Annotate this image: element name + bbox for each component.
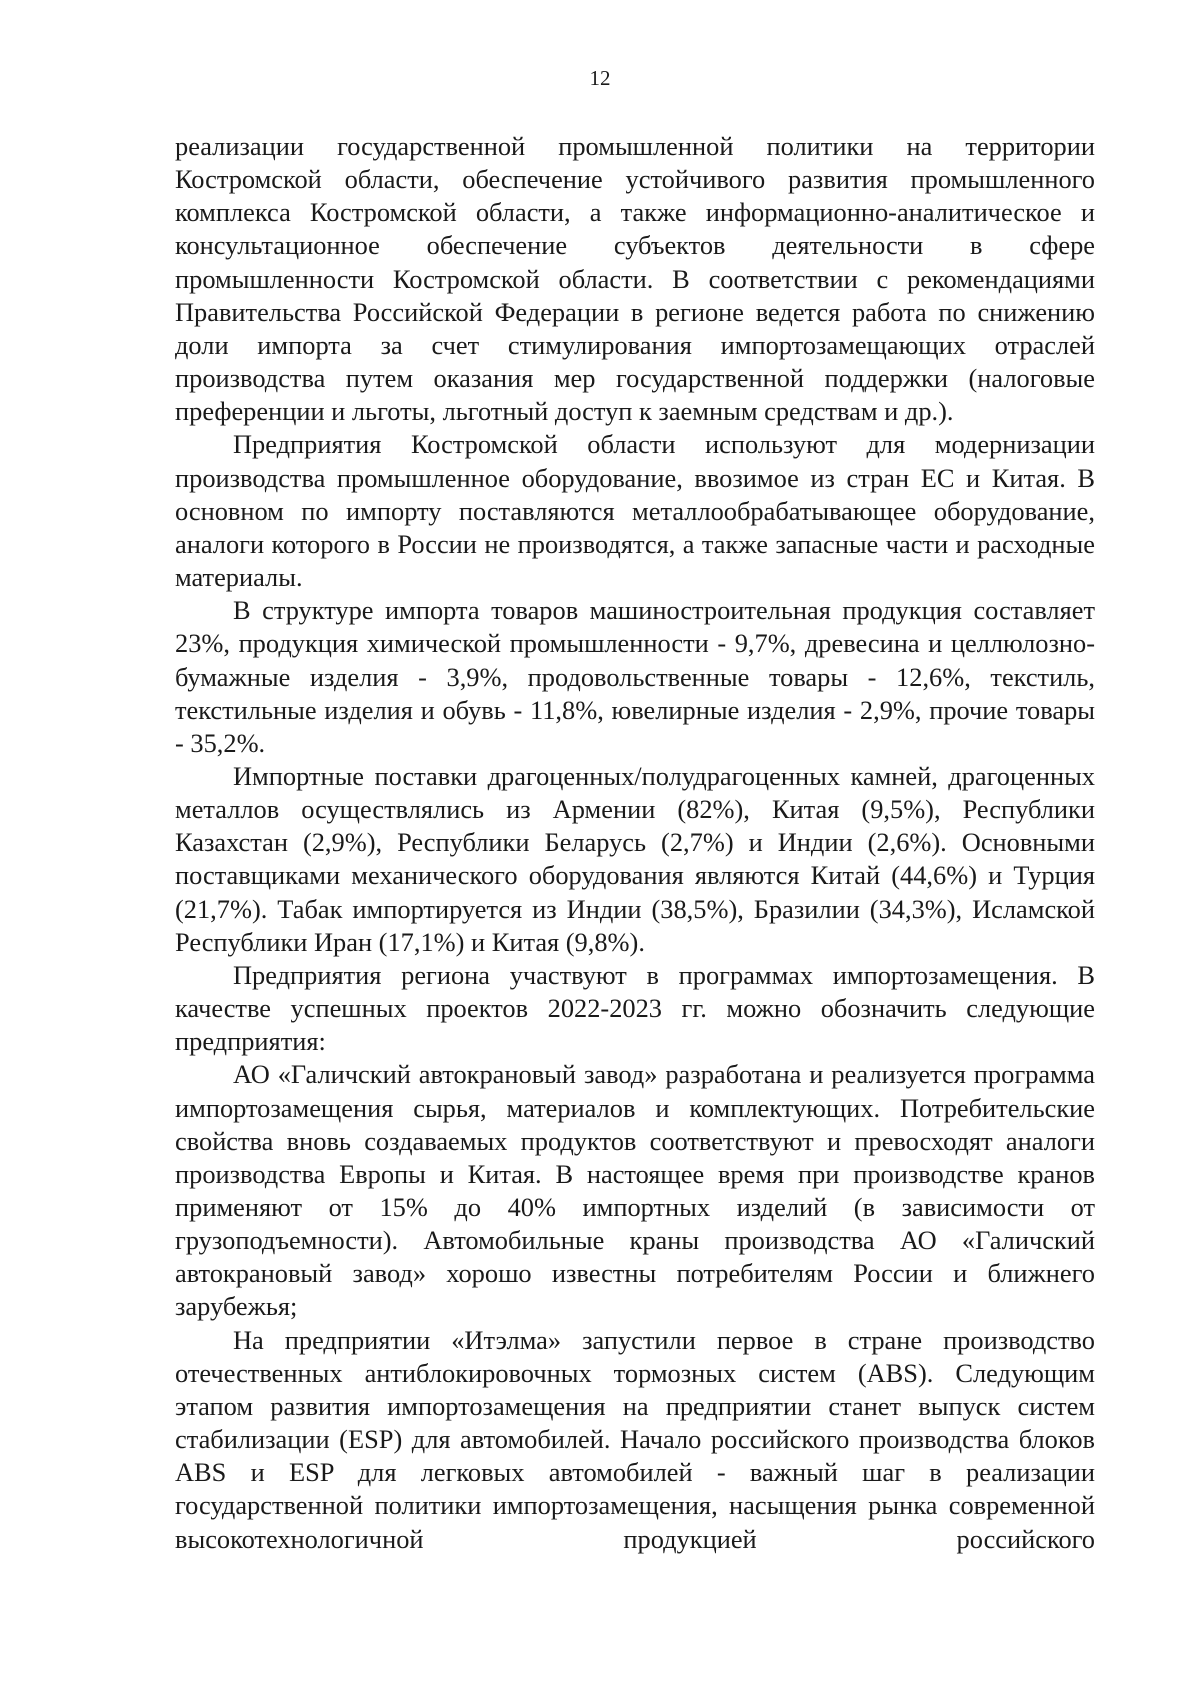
paragraph-galich-crane-plant: АО «Галичский автокрановый завод» разработана и реализуется программа импортозамещения сырья, материалов и комплектующих. Потребительские свойства вновь создаваемых продуктов соответствуют и превосходят аналоги производства Европы и Китая. В настоящее время при производстве кранов применяют от 15% до 40% импортных изделий (в зависимости от грузоподъемности). Автомобильные краны производства АО «Галичский автокрановый завод» хорошо известны потребителям России и ближнего зарубежья;	[175, 1059, 1095, 1322]
paragraph-import-suppliers: Импортные поставки драгоценных/полудрагоценных камней, драгоценных металлов осуществлялись из Армении (82%), Китая (9,5%), Республики Казахстан (2,9%), Республики Беларусь (2,7%) и Индии (2,6%). Основными поставщиками механического оборудования являются Китай (44,6%) и Турция (21,7%). Табак импортируется из Индии (38,5%), Бразилии (34,3%), Исламской Республики Иран (17,1%) и Китая (9,8%).	[175, 760, 1095, 957]
paragraph-itelma: На предприятии «Итэлма» запустили первое в стране производство отечественных антиблокировочных тормозных систем (ABS). Следующим этапом развития импортозамещения на предприятии станет выпуск систем стабилизации (ESP) для автомобилей. Начало российского производства блоков ABS и ESP для легковых автомобилей - важный шаг в реализации государственной политики импортозамещения, насыщения рынка современной высокотехнологичной продукцией российского	[175, 1324, 1095, 1554]
paragraph-import-structure: В структуре импорта товаров машиностроительная продукция составляет 23%, продукция химической промышленности - 9,7%, древесина и целлюлозно-бумажные изделия - 3,9%, продовольственные товары - 12,6%, текстиль, текстильные изделия и обувь - 11,8%, ювелирные изделия - 2,9%, прочие товары - 35,2%.	[175, 595, 1095, 758]
page-number: 12	[589, 66, 611, 90]
document-body	[175, 130, 1095, 1556]
paragraph-import-substitution-programs: Предприятия региона участвуют в программах импортозамещения. В качестве успешных проектов 2022-2023 гг. можно обозначить следующие предприятия:	[175, 959, 1095, 1057]
paragraph-equipment-import: Предприятия Костромской области используют для модернизации производства промышленное оборудование, ввозимое из стран ЕС и Китая. В основном по импорту поставляются металлообрабатывающее оборудование, аналоги которого в России не производятся, а также запасные части и расходные материалы.	[175, 429, 1095, 593]
paragraph-continuation: реализации государственной промышленной политики на территории Костромской области, обеспечение устойчивого развития промышленного комплекса Костромской области, а также информационно-аналитическое и консультационное обеспечение субъектов деятельности в сфере промышленности Костромской области. В соответствии с рекомендациями Правительства Российской Федерации в регионе ведется работа по снижению доли импорта за счет стимулирования импортозамещающих отраслей производства путем оказания мер государственной поддержки (налоговые преференции и льготы, льготный доступ к заемным средствам и др.).	[175, 131, 1095, 427]
